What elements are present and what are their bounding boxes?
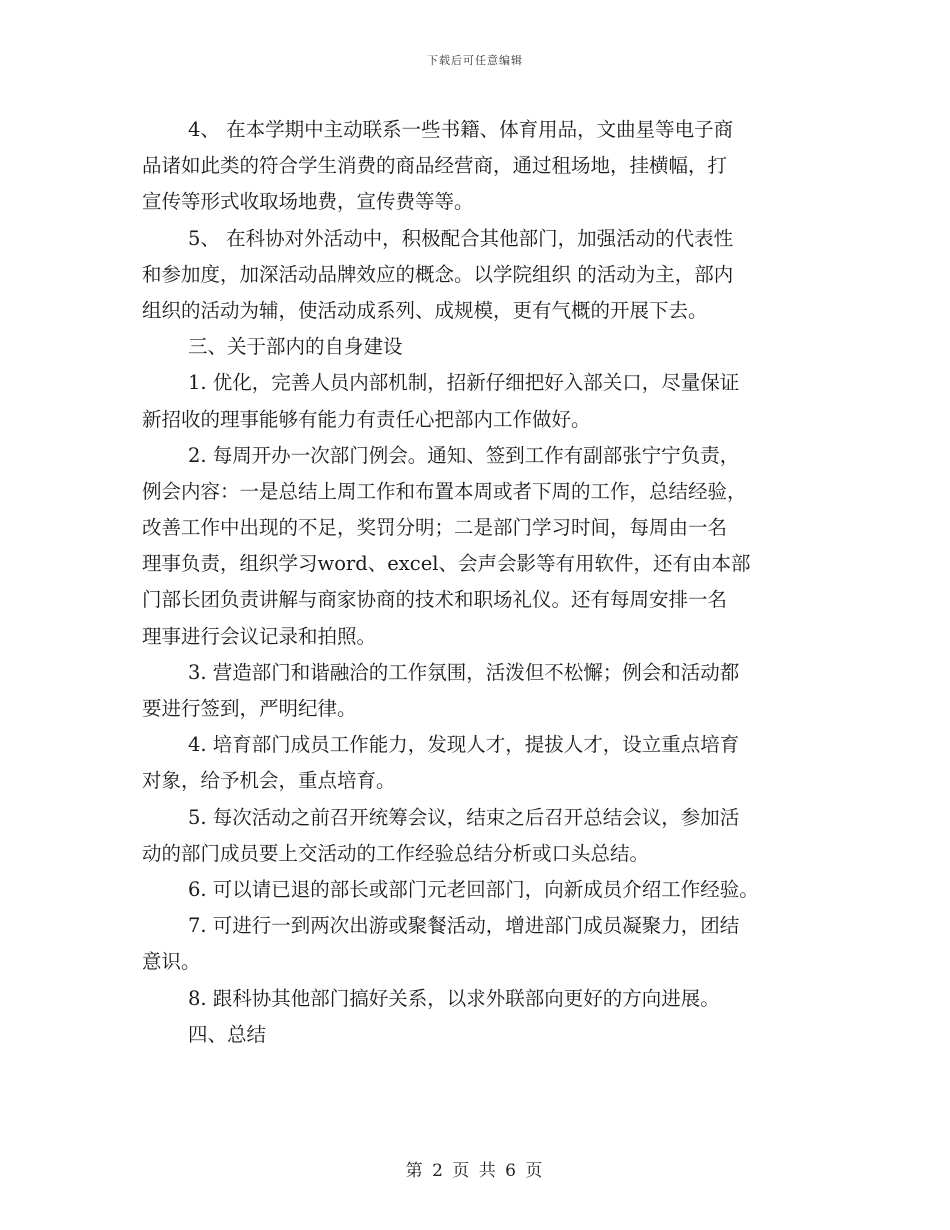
text-line: 理事进行会议记录和拍照。 <box>142 624 377 648</box>
text-line: 新招收的理事能够有能力有责任心把部内工作做好。 <box>142 407 591 431</box>
text-line: 理事负责，组织学习word、excel、会声会影等有用软件，还有由本部 <box>142 552 751 576</box>
paragraph-build-2 <box>142 438 822 655</box>
text-line: 意识。 <box>142 950 201 974</box>
section-heading-3 <box>142 329 822 365</box>
text-line: 2. 每周开办一次部门例会。通知、签到工作有副部张宁宁负责， <box>188 443 740 467</box>
text-line: 1. 优化，完善人员内部机制，招新仔细把好入部关口，尽量保证 <box>188 371 740 395</box>
text-line: 门部长团负责讲解与商家协商的技术和职场礼仪。还有每周安排一名 <box>142 588 728 612</box>
paragraph-build-3 <box>142 655 822 727</box>
text-line: 宣传等形式收取场地费，宣传费等等。 <box>142 190 474 214</box>
page-number: 第 2 页 共 6 页 <box>405 1161 545 1181</box>
text-line: 例会内容：一是总结上周工作和布置本周或者下周的工作，总结经验， <box>142 479 747 503</box>
text-line: 4. 培育部门成员工作能力，发现人才，提拔人才，设立重点培育 <box>188 733 740 757</box>
text-line: 改善工作中出现的不足，奖罚分明；二是部门学习时间，每周由一名 <box>142 516 728 540</box>
paragraph-item-4 <box>142 112 822 221</box>
document-body <box>142 112 822 1053</box>
text-line: 4、 在本学期中主动联系一些书籍、体育用品，文曲星等电子商 <box>188 118 734 141</box>
text-line: 对象，给予机会，重点培育。 <box>142 769 396 793</box>
section-heading-4 <box>142 1017 822 1053</box>
paragraph-item-5 <box>142 221 822 330</box>
text-line: 3. 营造部门和谐融洽的工作氛围，活泼但不松懈；例会和活动都 <box>188 660 740 684</box>
paragraph-build-4 <box>142 727 822 799</box>
text-line: 6. 可以请已退的部长或部门元老回部门，向新成员介绍工作经验。 <box>188 877 759 901</box>
text-line: 组织的活动为辅，使活动成系列、成规模，更有气概的开展下去。 <box>142 298 708 322</box>
section-heading: 四、总结 <box>188 1022 267 1046</box>
page-header: 下载后可任意编辑 <box>427 54 523 67</box>
text-line: 8. 跟科协其他部门搞好关系，以求外联部向更好的方向进展。 <box>188 986 720 1010</box>
paragraph-build-8 <box>142 981 822 1017</box>
text-line: 5. 每次活动之前召开统筹会议，结束之后召开总结会议，参加活 <box>188 805 740 829</box>
text-line: 品诸如此类的符合学生消费的商品经营商，通过租场地，挂横幅，打 <box>142 154 728 178</box>
section-heading: 三、关于部内的自身建设 <box>188 335 403 359</box>
paragraph-build-6 <box>142 872 822 908</box>
text-line: 动的部门成员要上交活动的工作经验总结分析或口头总结。 <box>142 841 650 865</box>
paragraph-build-1 <box>142 365 822 437</box>
text-line: 7. 可进行一到两次出游或聚餐活动，增进部门成员凝聚力，团结 <box>188 914 740 938</box>
paragraph-build-7 <box>142 908 822 980</box>
text-line: 5、 在科协对外活动中，积极配合其他部门，加强活动的代表性 <box>188 226 734 250</box>
text-line: 要进行签到，严明纪律。 <box>142 697 357 720</box>
paragraph-build-5 <box>142 800 822 872</box>
text-line: 和参加度，加深活动品牌效应的概念。以学院组织 的活动为主，部内 <box>142 262 734 286</box>
